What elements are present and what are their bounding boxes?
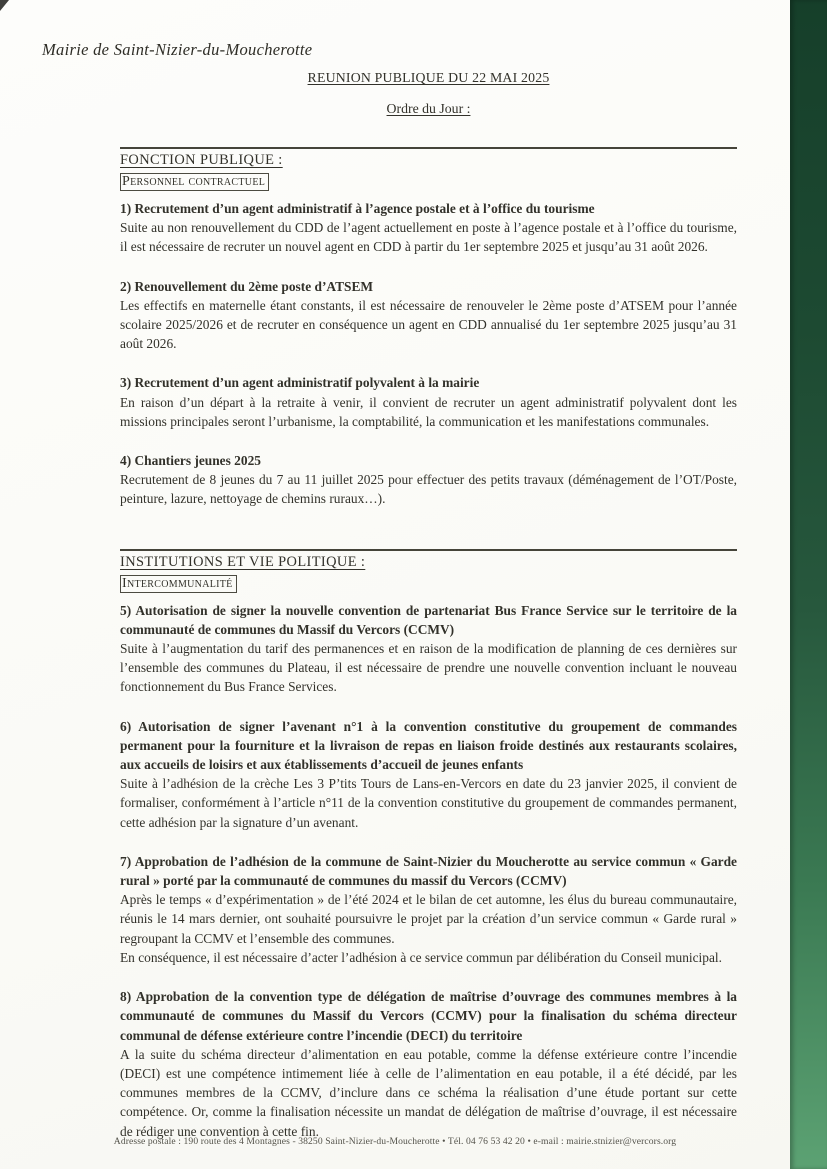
agenda-item-8 <box>120 987 737 1141</box>
agenda-item-2 <box>120 277 737 354</box>
agenda-item-5 <box>120 601 737 697</box>
agenda-item-title: 5) Autorisation de signer la nouvelle convention de partenariat Bus France Service sur le territoire de la communauté de communes du Massif du Vercors (CCMV) <box>120 602 737 637</box>
section-subheading: Personnel contractuel <box>120 173 269 191</box>
agenda-item-title: 4) Chantiers jeunes 2025 <box>120 453 261 469</box>
section-subheading: Intercommunalité <box>120 575 237 593</box>
section-heading: FONCTION PUBLIQUE : <box>120 152 283 168</box>
agenda-item-paragraph: Après le temps « d’expérimentation » de l’été 2024 et le bilan de cet automne, les élus du bureau communautaire, réunis le 14 mars dernier, ont souhaité poursuivre le projet par la création d’un service commun « Garde rural » regroupant la CCMV et l’ensemble des communes. <box>120 892 737 946</box>
agenda-item-title: 3) Recrutement d’un agent administratif polyvalent à la mairie <box>120 375 480 391</box>
section-heading-row <box>120 549 737 571</box>
scan-artifact <box>0 0 9 11</box>
section-heading: INSTITUTIONS ET VIE POLITIQUE : <box>120 553 366 570</box>
green-edge-band <box>790 0 827 1169</box>
agenda-item-paragraph: Recrutement de 8 jeunes du 7 au 11 juillet 2025 pour effectuer des petits travaux (déménagement de l’OT/Poste, peinture, lazure, nettoyage de chemins ruraux…). <box>120 472 737 507</box>
agenda-label: Ordre du Jour : <box>386 101 471 116</box>
agenda-item-title: 8) Approbation de la convention type de délégation de maîtrise d’ouvrage des communes membres à la communauté de communes du Massif du Vercors (CCMV) pour la finalisation du schéma directeur communal de défense extérieure contre l’incendie (DECI) du territoire <box>120 989 737 1043</box>
postal-address-footer: Adresse postale : 190 route des 4 Montagnes - 38250 Saint-Nizier-du-Moucherotte • Tél. 04 76 53 42 20 • e-mail : mairie.stnizier@vercors.org <box>113 1136 677 1147</box>
section-heading-row <box>120 147 737 169</box>
organization-name: Mairie de Saint-Nizier-du-Moucherotte <box>42 40 313 59</box>
agenda-item-paragraph: Suite à l’augmentation du tarif des permanences et en raison de la modification de planning de ces dernières sur l’ensemble des communes du Plateau, il est nécessaire de prendre une nouvelle convention incluant le nouveau fonctionnement du Bus France Services. <box>120 641 737 695</box>
section-institutions-vie-politique <box>120 549 737 1141</box>
agenda-item-title: 6) Autorisation de signer l’avenant n°1 à la convention constitutive du groupement de commandes permanent pour la fourniture et la livraison de repas en liaison froide destinés aux restaurants scolaires, aux accueils de loisirs et aux établissements d’accueil de jeunes enfants <box>120 718 737 773</box>
agenda-item-1 <box>120 199 737 257</box>
section-fonction-publique <box>120 147 737 509</box>
agenda-item-6 <box>120 717 737 832</box>
agenda-item-title: 7) Approbation de l’adhésion de la commune de Saint-Nizier du Moucherotte au service commun « Garde rural » porté par la communauté de communes du massif du Vercors (CCMV) <box>120 853 737 889</box>
agenda-item-paragraph: Les effectifs en maternelle étant constants, il est nécessaire de renouveler le 2ème poste d’ATSEM pour l’année scolaire 2025/2026 et de recruter en conséquence un agent en CDD annualisé du 1er septembre 2025 jusqu’au 31 août 2026. <box>120 297 737 352</box>
agenda-item-paragraph: Suite au non renouvellement du CDD de l’agent actuellement en poste à l’agence postale et à l’office du tourisme, il est nécessaire de recruter un nouvel agent en CDD à partir du 1er septembre 2025 et jusqu’au 31 août 2026. <box>120 220 737 255</box>
agenda-item-title: 2) Renouvellement du 2ème poste d’ATSEM <box>120 278 374 294</box>
agenda-item-7 <box>120 852 737 967</box>
agenda-item-3 <box>120 373 737 431</box>
agenda-item-paragraph: En conséquence, il est nécessaire d’acter l’adhésion à ce service commun par délibération du Conseil municipal. <box>120 949 722 965</box>
agenda-item-paragraph: Suite à l’adhésion de la crèche Les 3 P’tits Tours de Lans-en-Vercors en date du 23 janvier 2025, il convient de formaliser, conformément à l’article n°11 de la convention constitutive du groupement de commandes permanent, cette adhésion par la signature d’un avenant. <box>120 776 737 830</box>
agenda-item-paragraph: En raison d’un départ à la retraite à venir, il convient de recruter un agent administratif polyvalent dont les missions principales seront l’urbanisme, la comptabilité, la communication et les manifestations communales. <box>120 394 737 429</box>
document-body <box>120 0 737 1141</box>
agenda-item-4 <box>120 451 737 509</box>
agenda-item-title: 1) Recrutement d’un agent administratif à l’agence postale et à l’office du tourisme <box>120 201 595 216</box>
agenda-item-paragraph: A la suite du schéma directeur d’alimentation en eau potable, comme la défense extérieure contre l’incendie (DECI) est une compétence intimement liée à celle de l’alimentation en eau potable, il a été décidé, par les communes membres de la CCMV, d’inclure dans ce schéma la réalisation d’une étude portant sur cette compétence. Or, comme la finalisation nécessite un mandat de délégation de maîtrise d’ouvrage, il est nécessaire de rédiger une convention à cette fin. <box>120 1046 737 1139</box>
meeting-title: REUNION PUBLIQUE DU 22 MAI 2025 <box>307 70 550 85</box>
